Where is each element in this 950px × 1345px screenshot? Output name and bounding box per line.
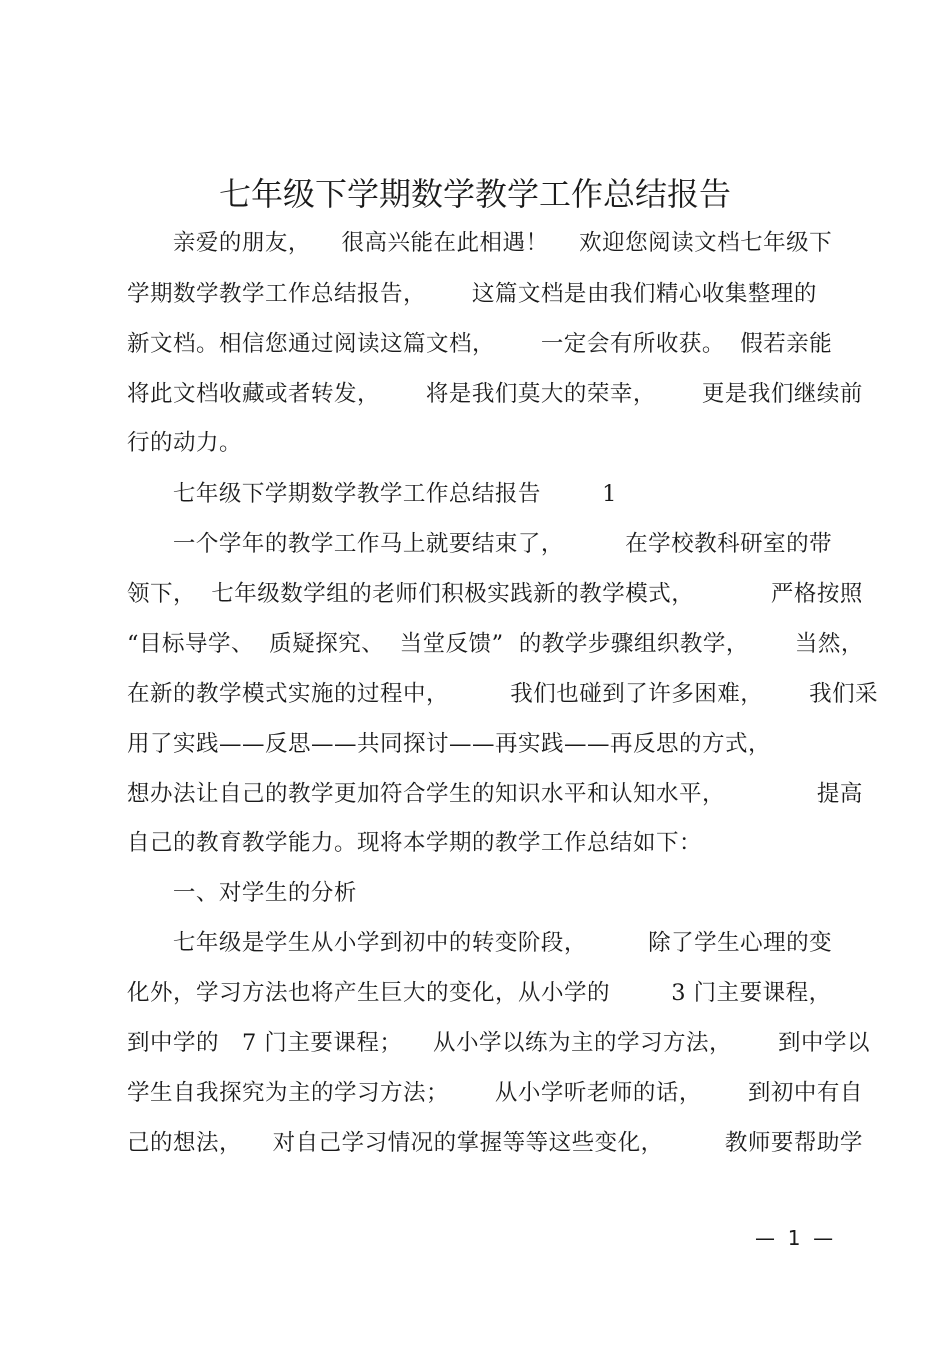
body-line-11: 用了实践——反思——共同探讨——再实践——再反思的方式， xyxy=(127,731,772,757)
body-line-18: 学生自我探究为主的学习方法； 从小学听老师的话， 到初中有自 xyxy=(127,1080,863,1106)
body-line-2: 学期数学教学工作总结报告， 这篇文档是由我们精心收集整理的 xyxy=(127,281,817,307)
body-line-12: 想办法让自己的教学更加符合学生的知识水平和认知水平， 提高 xyxy=(127,781,863,807)
body-line-15: 七年级是学生从小学到初中的转变阶段， 除了学生心理的变 xyxy=(127,930,833,956)
body-line-4: 将此文档收藏或者转发， 将是我们莫大的荣幸， 更是我们继续前 xyxy=(127,381,863,407)
body-line-8: 领下， 七年级数学组的老师们积极实践新的教学模式， 严格按照 xyxy=(127,581,863,607)
body-line-5: 行的动力。 xyxy=(127,430,243,456)
body-line-7: 一个学年的教学工作马上就要结束了， 在学校教科研室的带 xyxy=(127,531,833,557)
body-line-19: 己的想法， 对自己学习情况的掌握等等这些变化， 教师要帮助学 xyxy=(127,1130,863,1156)
page-title: 七年级下学期数学教学工作总结报告 xyxy=(218,175,731,213)
body-line-3: 新文档。相信您通过阅读这篇文档， 一定会有所收获。 假若亲能 xyxy=(127,331,833,357)
section-heading-student-analysis: 一、对学生的分析 xyxy=(127,880,357,906)
page-number: — 1 — xyxy=(755,1226,834,1250)
body-line-17: 到中学的 7 门主要课程； 从小学以练为主的学习方法， 到中学以 xyxy=(127,1030,870,1056)
body-line-16: 化外，学习方法也将产生巨大的变化，从小学的 3 门主要课程， xyxy=(127,980,832,1006)
body-line-13: 自己的教育教学能力。现将本学期的教学工作总结如下： xyxy=(127,830,703,856)
section-heading-report-1: 七年级下学期数学教学工作总结报告 1 xyxy=(127,481,617,507)
body-line-10: 在新的教学模式实施的过程中， 我们也碰到了许多困难， 我们采 xyxy=(127,681,879,707)
body-line-1: 亲爱的朋友， 很高兴能在此相遇！ 欢迎您阅读文档七年级下 xyxy=(127,230,833,256)
body-line-9: “目标导学、 质疑探究、 当堂反馈” 的教学步骤组织教学， 当然， xyxy=(127,631,864,657)
